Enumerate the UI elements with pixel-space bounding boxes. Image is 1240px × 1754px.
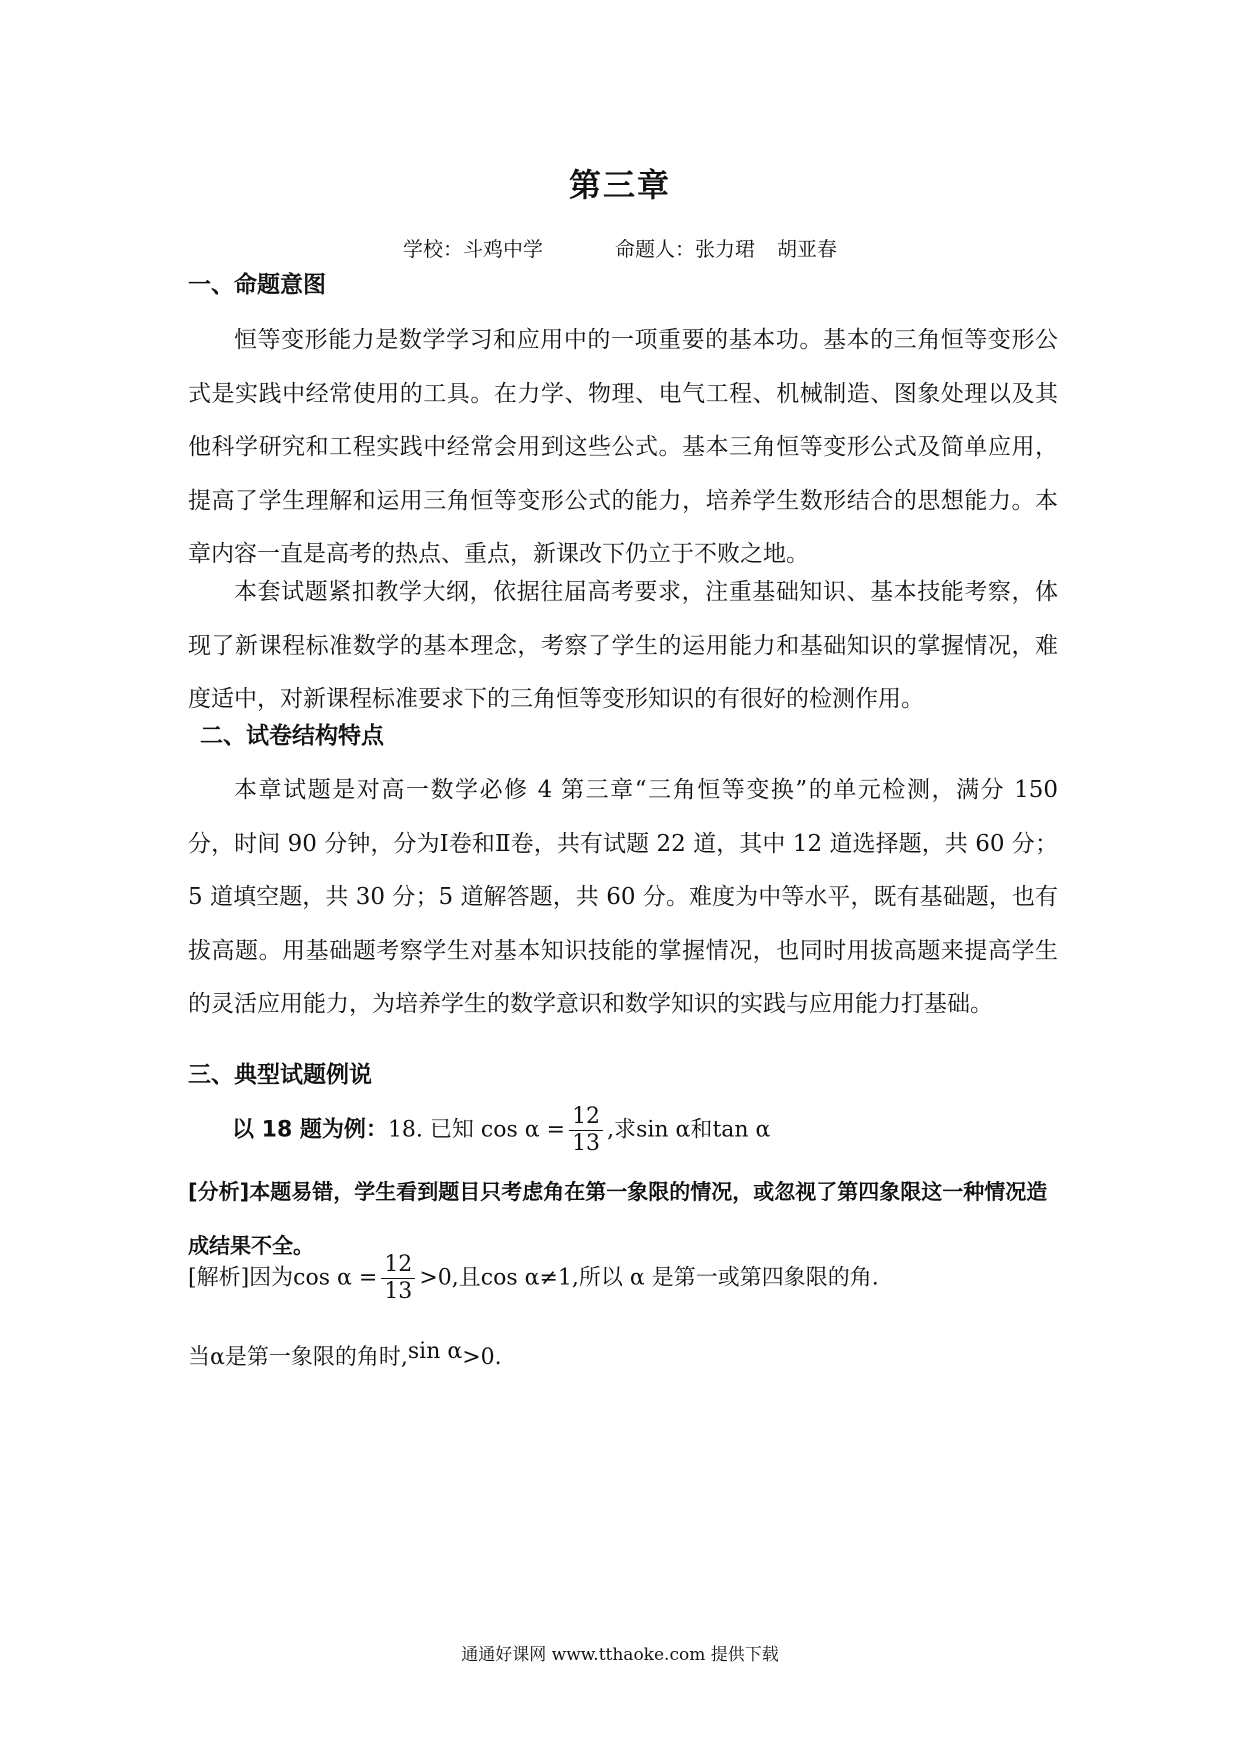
analysis-paragraph: [分析]本题易错，学生看到题目只考虑角在第一象限的情况，或忽视了第四象限这一种情况造成结果不全。 (188, 1180, 1048, 1258)
page-title: 第三章 (568, 166, 671, 204)
cos-alpha: cos α = (480, 1117, 566, 1143)
example-label: 以 18 题为例： (232, 1117, 388, 1143)
tan-alpha: tan α (712, 1117, 771, 1143)
footer-credit: 通通好课网 www.tthaoke.com 提供下载 (461, 1645, 779, 1665)
section-heading-intent: 一、命题意图 (188, 272, 326, 298)
example-question: 以 18 题为例：18. 已知 cos α = $\frac{12}{13}$ ,求sin α和tan α (232, 1104, 771, 1156)
sin-alpha: sin α (636, 1117, 691, 1143)
author-second: 胡亚春 (777, 237, 837, 261)
section-heading-structure: 二、试卷结构特点 (200, 723, 384, 749)
case-line: 当α是第一象限的角时,sin α>0. (188, 1339, 502, 1370)
fraction-12-13: $\frac{12}{13}$ (569, 1104, 603, 1157)
author-line (0, 233, 1240, 262)
paragraph-intent-1: 恒等变形能力是数学学习和应用中的一项重要的基本功。基本的三角恒等变形公式是实践中经常使用的工具。在力学、物理、电气工程、机械制造、图象处理以及其他科学研究和工程实践中经常会用到这些公式。基本三角恒等变形公式及简单应用，提高了学生理解和运用三角恒等变形公式的能力，培养学生数形结合的思想能力。本章内容一直是高考的热点、重点，新课改下仍立于不败之地。 (188, 327, 1058, 567)
paragraph-intent-2: 本套试题紧扣教学大纲，依据往届高考要求，注重基础知识、基本技能考察，体现了新课程标准数学的基本理念，考察了学生的运用能力和基础知识的掌握情况，难度适中，对新课程标准要求下的三角恒等变形知识的有很好的检测作用。 (188, 579, 1058, 712)
authors-label: 命题人：张力珺 (615, 237, 755, 261)
paragraph-structure: 本章试题是对高一数学必修 4 第三章“三角恒等变换”的单元检测，满分 150 分，时间 90 分钟，分为Ⅰ卷和Ⅱ卷，共有试题 22 道，其中 12 道选择题，共 60 分；5 道填空题，共 30 分；5 道解答题，共 60 分。难度为中等水平，既有基础题，也有拔高题。用基础题考察学生对基本知识技能的掌握情况，也同时用拔高题来提高学生的灵活应用能力，为培养学生的数学意识和数学知识的实践与应用能力打基础。 (188, 777, 1058, 1017)
section-heading-examples: 三、典型试题例说 (188, 1062, 372, 1088)
solution-line: [解析]因为cos α = $\frac{12}{13}$ >0,且cos α≠1,所以 α 是第一或第四象限的角. (188, 1252, 879, 1304)
fraction-12-13-solution: $\frac{12}{13}$ (381, 1252, 415, 1305)
school-label: 学校：斗鸡中学 (403, 237, 543, 261)
